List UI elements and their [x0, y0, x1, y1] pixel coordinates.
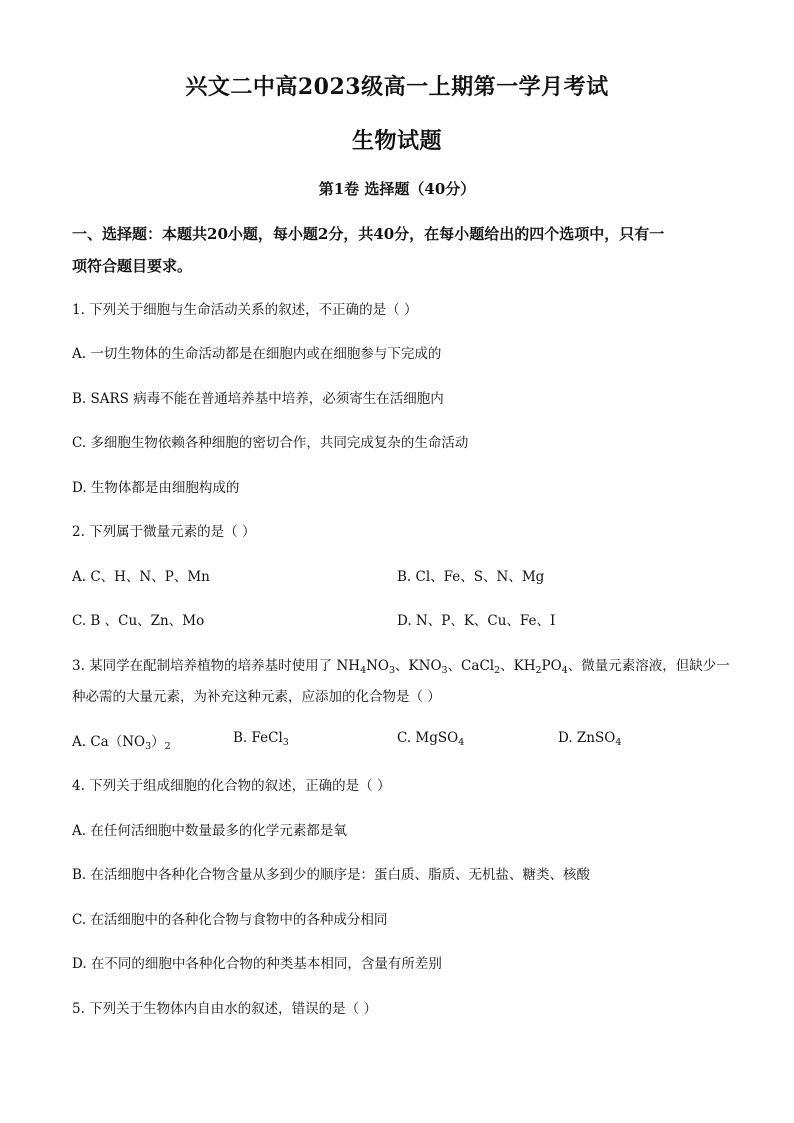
q1-option-c: C. 多细胞生物依赖各种细胞的密切合作，共同完成复杂的生命活动: [72, 435, 469, 451]
q2-option-d: D. N、P、K、Cu、Fe、I: [397, 613, 556, 629]
q2-option-a: A. C、H、N、P、Mn: [72, 569, 210, 585]
q1-option-d: D. 生物体都是由细胞构成的: [72, 480, 240, 496]
q3-option-a-text: A. Ca（NO: [72, 734, 146, 750]
section-heading: 第1卷 选择题（40分）: [318, 180, 476, 198]
q3-sub: 3: [389, 665, 396, 676]
q3-option-b-sub: 3: [282, 737, 289, 748]
q3-stem-text: 、KNO: [395, 658, 442, 674]
q3-option-a-sub: 2: [164, 741, 171, 752]
instruction-line-1: 一、选择题：本题共20小题，每小题2分，共40分，在每小题给出的四个选项中，只有一: [72, 225, 665, 243]
q3-sub: 4: [360, 665, 367, 676]
q5-stem: 5. 下列关于生物体内自由水的叙述，错误的是（ ）: [72, 1001, 377, 1017]
instruction-line-2: 项符合题目要求。: [72, 257, 193, 275]
q3-option-d-text: D. ZnSO: [558, 730, 616, 746]
q3-option-d-sub: 4: [615, 737, 622, 748]
q3-option-a-sub: 3: [145, 741, 152, 752]
q4-option-a: A. 在任何活细胞中数量最多的化学元素都是氧: [72, 823, 347, 839]
q3-stem-line-2: 种必需的大量元素，为补充这种元素，应添加的化合物是（ ）: [72, 689, 441, 705]
q3-stem-text: 、KH: [500, 658, 536, 674]
q3-stem-text: PO: [541, 658, 562, 674]
q3-option-c-text: C. MgSO: [397, 730, 459, 746]
q3-sub: 4: [561, 665, 568, 676]
subject-title: 生物试题: [351, 128, 442, 154]
q3-option-c-sub: 4: [458, 737, 465, 748]
q3-stem-text: NO: [366, 658, 389, 674]
section-instructions: [72, 218, 732, 282]
q2-option-c: C. B 、Cu、Zn、Mo: [72, 613, 205, 629]
q2-stem: 2. 下列属于微量元素的是（ ）: [72, 524, 256, 540]
q3-option-a: [72, 730, 171, 752]
q3-option-b: [233, 730, 289, 748]
q3-sub: 2: [494, 665, 501, 676]
q4-option-d: D. 在不同的细胞中各种化合物的种类基本相同，含量有所差别: [72, 956, 442, 972]
q2-option-b: B. Cl、Fe、S、N、Mg: [397, 569, 545, 585]
q1-option-a: A. 一切生物体的生命活动都是在细胞内或在细胞参与下完成的: [72, 346, 442, 362]
q3-stem-line-1: [72, 654, 730, 676]
q4-option-b: B. 在活细胞中各种化合物含量从多到少的顺序是：蛋白质、脂质、无机盐、糖类、核酸: [72, 867, 591, 883]
q3-sub: 3: [441, 665, 448, 676]
q3-option-d: [558, 730, 621, 748]
q4-stem: 4. 下列关于组成细胞的化合物的叙述，正确的是（ ）: [72, 778, 391, 794]
q3-option-a-text: ）: [151, 734, 165, 750]
q4-option-c: C. 在活细胞中的各种化合物与食物中的各种成分相同: [72, 912, 388, 928]
q3-stem-text: 、CaCl: [447, 658, 495, 674]
q1-option-b: B. SARS 病毒不能在普通培养基中培养，必须寄生在活细胞内: [72, 391, 444, 407]
q3-option-b-text: B. FeCl: [233, 730, 283, 746]
q1-stem: 1. 下列关于细胞与生命活动关系的叙述，不正确的是（ ）: [72, 302, 418, 318]
q3-stem-text: 3. 某同学在配制培养植物的培养基时使用了 NH: [72, 658, 361, 674]
exam-title: 兴文二中高2023级高一上期第一学月考试: [185, 74, 609, 100]
q3-option-c: [397, 730, 464, 748]
q3-stem-text: 、微量元素溶液，但缺少一: [567, 658, 730, 674]
q3-sub: 2: [535, 665, 542, 676]
